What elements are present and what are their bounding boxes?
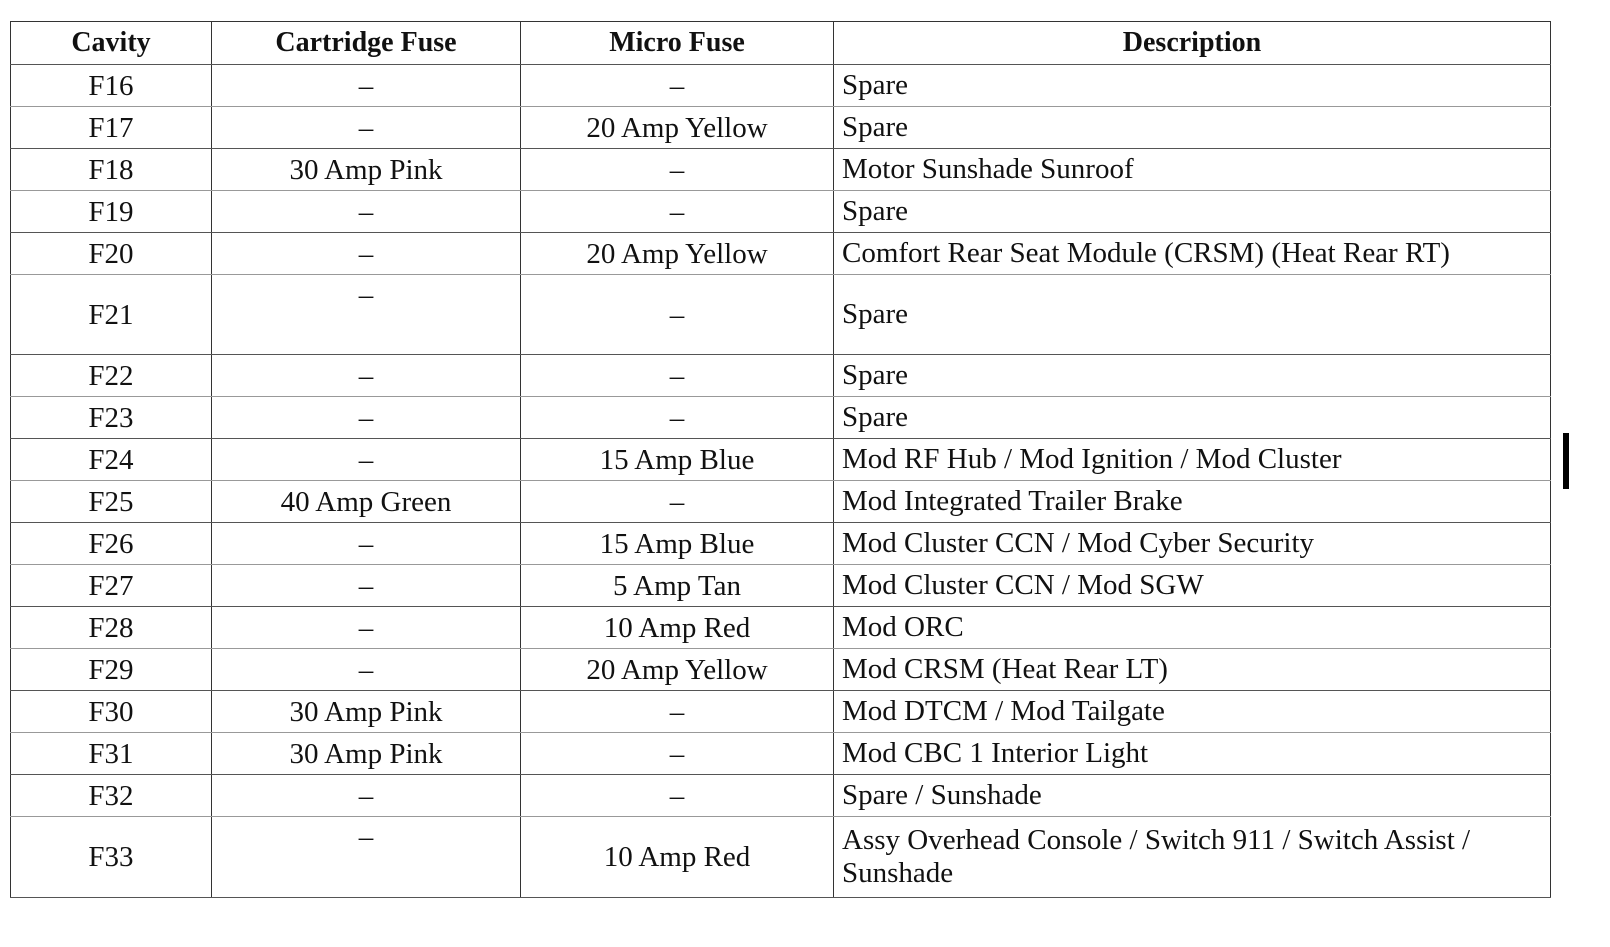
cell-description: Spare bbox=[834, 397, 1551, 439]
cell-description: Assy Overhead Console / Switch 911 / Switch Assist / Sunshade bbox=[834, 817, 1551, 898]
cell-description: Mod Integrated Trailer Brake bbox=[834, 481, 1551, 523]
cell-cartridge: – bbox=[212, 397, 521, 439]
header-row bbox=[11, 22, 1551, 65]
cell-cavity: F22 bbox=[11, 355, 212, 397]
cell-cavity: F28 bbox=[11, 607, 212, 649]
cell-description: Mod Cluster CCN / Mod SGW bbox=[834, 565, 1551, 607]
cell-cartridge: – bbox=[212, 607, 521, 649]
cell-cavity: F24 bbox=[11, 439, 212, 481]
page-edge-tab-marker bbox=[1563, 433, 1569, 489]
cell-description: Mod Cluster CCN / Mod Cyber Security bbox=[834, 523, 1551, 565]
cell-cavity: F31 bbox=[11, 733, 212, 775]
table-row bbox=[11, 481, 1551, 523]
cell-description: Spare bbox=[834, 107, 1551, 149]
cell-cartridge: – bbox=[212, 191, 521, 233]
cell-micro: – bbox=[521, 149, 834, 191]
cell-cartridge: – bbox=[212, 649, 521, 691]
cell-description: Comfort Rear Seat Module (CRSM) (Heat Rear RT) bbox=[834, 233, 1551, 275]
cell-cartridge: – bbox=[212, 107, 521, 149]
cell-cavity: F20 bbox=[11, 233, 212, 275]
cell-cavity: F21 bbox=[11, 275, 212, 355]
cell-cavity: F16 bbox=[11, 65, 212, 107]
cell-micro: – bbox=[521, 275, 834, 355]
cell-cartridge: – bbox=[212, 565, 521, 607]
cell-micro: 20 Amp Yellow bbox=[521, 233, 834, 275]
cell-micro: 20 Amp Yellow bbox=[521, 107, 834, 149]
cell-description: Spare bbox=[834, 275, 1551, 355]
cell-description: Spare bbox=[834, 65, 1551, 107]
cell-cavity: F25 bbox=[11, 481, 212, 523]
cell-micro: 15 Amp Blue bbox=[521, 439, 834, 481]
cell-cavity: F19 bbox=[11, 191, 212, 233]
cell-cartridge: – bbox=[212, 775, 521, 817]
cell-cartridge: – bbox=[212, 233, 521, 275]
table-row bbox=[11, 733, 1551, 775]
cell-cavity: F29 bbox=[11, 649, 212, 691]
cell-description: Mod CRSM (Heat Rear LT) bbox=[834, 649, 1551, 691]
table-row bbox=[11, 355, 1551, 397]
cell-micro: – bbox=[521, 65, 834, 107]
table-row bbox=[11, 107, 1551, 149]
cell-micro: 10 Amp Red bbox=[521, 607, 834, 649]
cell-cartridge: – bbox=[212, 817, 521, 898]
cell-micro: – bbox=[521, 775, 834, 817]
cell-cavity: F23 bbox=[11, 397, 212, 439]
table-row bbox=[11, 817, 1551, 898]
table-row bbox=[11, 691, 1551, 733]
table-row bbox=[11, 775, 1551, 817]
cell-cartridge: – bbox=[212, 275, 521, 355]
table-row bbox=[11, 275, 1551, 355]
cell-description: Mod RF Hub / Mod Ignition / Mod Cluster bbox=[834, 439, 1551, 481]
cell-cartridge: – bbox=[212, 355, 521, 397]
cell-micro: – bbox=[521, 355, 834, 397]
cell-cartridge: – bbox=[212, 65, 521, 107]
cell-description: Spare / Sunshade bbox=[834, 775, 1551, 817]
fuse-table bbox=[10, 21, 1551, 898]
cell-micro: – bbox=[521, 481, 834, 523]
cell-micro: – bbox=[521, 191, 834, 233]
cell-cavity: F33 bbox=[11, 817, 212, 898]
table-row bbox=[11, 607, 1551, 649]
table-row bbox=[11, 191, 1551, 233]
cell-description: Mod DTCM / Mod Tailgate bbox=[834, 691, 1551, 733]
cell-cartridge: 30 Amp Pink bbox=[212, 149, 521, 191]
cell-cavity: F18 bbox=[11, 149, 212, 191]
cell-description: Spare bbox=[834, 191, 1551, 233]
header-description: Description bbox=[834, 22, 1551, 65]
cell-micro: 15 Amp Blue bbox=[521, 523, 834, 565]
table-row bbox=[11, 397, 1551, 439]
cell-cavity: F17 bbox=[11, 107, 212, 149]
cell-cavity: F26 bbox=[11, 523, 212, 565]
cell-cavity: F32 bbox=[11, 775, 212, 817]
cell-micro: – bbox=[521, 733, 834, 775]
cell-micro: 5 Amp Tan bbox=[521, 565, 834, 607]
table-row bbox=[11, 65, 1551, 107]
cell-cartridge: 30 Amp Pink bbox=[212, 691, 521, 733]
cell-micro: 20 Amp Yellow bbox=[521, 649, 834, 691]
cell-description: Mod ORC bbox=[834, 607, 1551, 649]
cell-description: Mod CBC 1 Interior Light bbox=[834, 733, 1551, 775]
table-row bbox=[11, 439, 1551, 481]
cell-cartridge: 30 Amp Pink bbox=[212, 733, 521, 775]
header-cavity: Cavity bbox=[11, 22, 212, 65]
cell-micro: 10 Amp Red bbox=[521, 817, 834, 898]
table-row bbox=[11, 649, 1551, 691]
cell-cartridge: – bbox=[212, 439, 521, 481]
cell-cavity: F27 bbox=[11, 565, 212, 607]
table-row bbox=[11, 233, 1551, 275]
cell-cavity: F30 bbox=[11, 691, 212, 733]
header-cartridge-fuse: Cartridge Fuse bbox=[212, 22, 521, 65]
table-row bbox=[11, 565, 1551, 607]
cell-description: Spare bbox=[834, 355, 1551, 397]
header-micro-fuse: Micro Fuse bbox=[521, 22, 834, 65]
cell-cartridge: 40 Amp Green bbox=[212, 481, 521, 523]
cell-micro: – bbox=[521, 397, 834, 439]
cell-cartridge: – bbox=[212, 523, 521, 565]
cell-description: Motor Sunshade Sunroof bbox=[834, 149, 1551, 191]
table-row bbox=[11, 523, 1551, 565]
cell-micro: – bbox=[521, 691, 834, 733]
table-row bbox=[11, 149, 1551, 191]
